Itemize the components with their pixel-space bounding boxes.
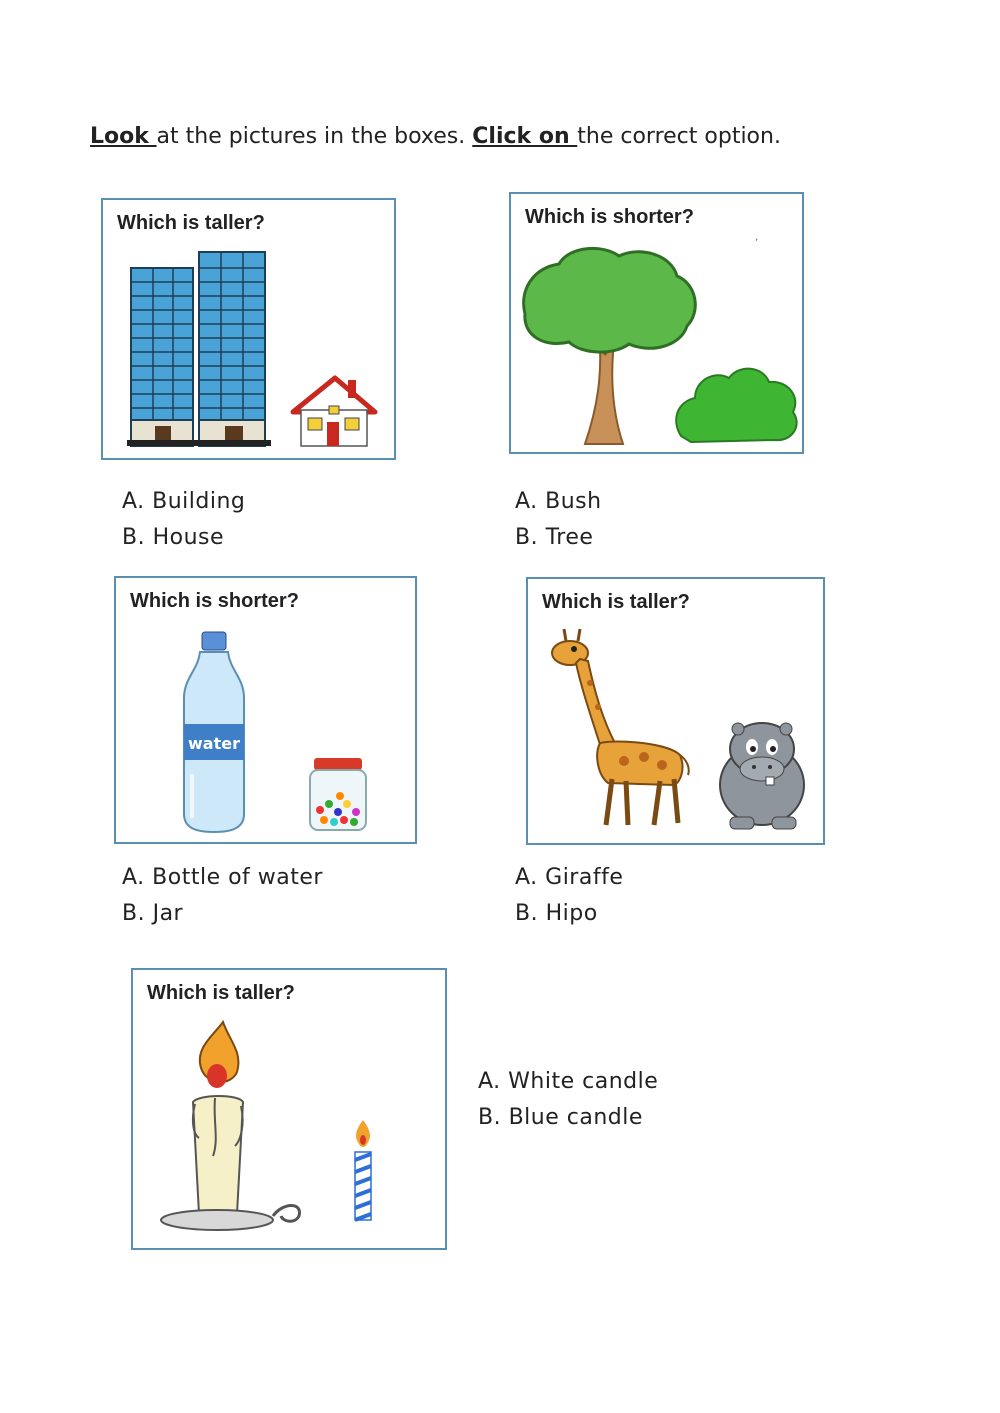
option-tree[interactable]: B. Tree [515, 525, 594, 550]
question-4-options [515, 860, 623, 932]
option-blue-candle[interactable]: B. Blue candle [478, 1105, 643, 1130]
question-1-title: Which is taller? [117, 212, 265, 234]
question-4-box [526, 577, 825, 845]
option-white-candle[interactable]: A. White candle [478, 1069, 659, 1094]
option-hipo[interactable]: B. Hipo [515, 901, 598, 926]
question-3-box [114, 576, 417, 844]
question-5-box [131, 968, 447, 1250]
option-bush[interactable]: A. Bush [515, 489, 602, 514]
bush-icon [676, 369, 796, 442]
tree-icon [524, 248, 696, 444]
giraffe-icon [552, 629, 689, 825]
option-house[interactable]: B. House [122, 525, 225, 550]
instruction-text-1: at the pictures in the boxes. [156, 124, 473, 149]
question-1-options [122, 484, 245, 556]
option-jar[interactable]: B. Jar [122, 901, 184, 926]
blue-candle-icon [355, 1120, 371, 1220]
instructions [90, 124, 781, 149]
question-3-options [122, 860, 323, 932]
hippo-icon [720, 723, 804, 829]
option-building[interactable]: A. Building [122, 489, 246, 514]
building-icon [127, 252, 271, 446]
question-4-title: Which is taller? [542, 591, 690, 613]
tree-and-bush-illustration [511, 194, 802, 452]
instruction-look: Look [90, 124, 157, 149]
bottle-and-jar-illustration [116, 578, 415, 842]
instruction-click-on: Click on [472, 124, 578, 149]
question-3-title: Which is shorter? [130, 590, 299, 612]
candles-illustration [133, 970, 445, 1248]
house-icon [293, 378, 375, 446]
option-bottle-of-water[interactable]: A. Bottle of water [122, 865, 323, 890]
question-5-title: Which is taller? [147, 982, 295, 1004]
question-5-options [478, 1064, 658, 1136]
option-giraffe[interactable]: A. Giraffe [515, 865, 624, 890]
question-2-options [515, 484, 602, 556]
svg-text:,: , [755, 232, 759, 243]
buildings-and-house-illustration [103, 200, 394, 458]
water-bottle-icon [184, 632, 244, 832]
instruction-text-2: the correct option. [577, 124, 781, 149]
candy-jar-icon [310, 758, 366, 830]
giraffe-and-hippo-illustration [528, 579, 823, 843]
question-1-box [101, 198, 396, 460]
bottle-label: water [188, 734, 240, 753]
white-candle-icon [161, 1022, 300, 1230]
question-2-title: Which is shorter? [525, 206, 694, 228]
question-2-box [509, 192, 804, 454]
